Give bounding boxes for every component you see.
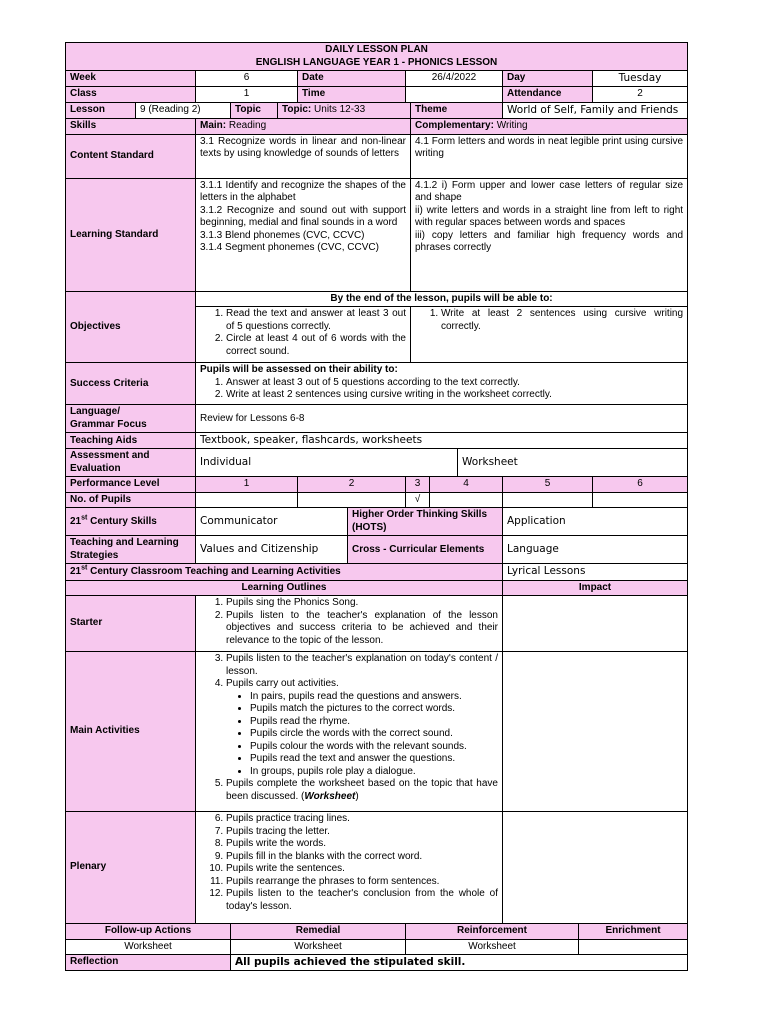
followup-label: Follow-up Actions <box>66 924 231 940</box>
content-standard-label: Content Standard <box>66 134 196 178</box>
starter-item: 2. Pupils listen to the teacher's explanation of the lesson objectives and success criteria to be achieved and their relevance to the topic of the lesson. <box>226 610 498 648</box>
activities-value: Lyrical Lessons <box>503 564 688 580</box>
main-activities-impact <box>503 652 688 812</box>
impact-header: Impact <box>503 580 688 596</box>
enrichment-label: Enrichment <box>579 924 688 940</box>
week-value: 6 <box>196 71 298 87</box>
objective-item: 1. Write at least 2 sentences using cursive writing correctly. <box>441 308 683 333</box>
success-criteria-label: Success Criteria <box>66 363 196 405</box>
pupils-level-5 <box>503 492 593 508</box>
century-skills-value: Communicator <box>196 508 348 536</box>
skills-main-label: Main: <box>200 120 227 132</box>
skills-comp-label: Complementary: <box>415 120 494 132</box>
hots-label: Higher Order Thinking Skills (HOTS) <box>348 508 503 536</box>
learning-standard-main <box>196 178 411 291</box>
learning-standard-comp <box>411 178 688 291</box>
plenary-content <box>196 812 503 924</box>
starter-label: Starter <box>66 596 196 652</box>
remedial-label: Remedial <box>231 924 406 940</box>
assessment-value-1: Individual <box>196 449 458 477</box>
document-title <box>66 43 688 71</box>
followup-value: Worksheet <box>66 939 231 955</box>
main-activity-bullet: • Pupils circle the words with the correct sound. <box>250 728 498 741</box>
reinforcement-value: Worksheet <box>406 939 579 955</box>
reflection-label: Reflection <box>66 955 231 971</box>
performance-level-3: 3 <box>406 477 430 493</box>
topic-inner-label: Topic: <box>282 104 312 116</box>
strategies-value: Values and Citizenship <box>196 536 348 564</box>
performance-level-6: 6 <box>593 477 688 493</box>
plenary-item: 7. Pupils tracing the letter. <box>226 826 498 839</box>
main-activities-content <box>196 652 503 812</box>
main-activity-bullet: • In pairs, pupils read the questions and answers. <box>250 691 498 704</box>
learning-standard-item: 3.1.1 Identify and recognize the shapes of the letters in the alphabet <box>200 179 406 204</box>
cross-curricular-value: Language <box>503 536 688 564</box>
topic-label: Topic <box>231 103 278 119</box>
objectives-comp <box>411 307 688 363</box>
title-line-2: ENGLISH LANGUAGE YEAR 1 - PHONICS LESSON <box>255 56 498 68</box>
language-focus-value: Review for Lessons 6-8 <box>196 405 688 433</box>
plenary-item: 8. Pupils write the words. <box>226 838 498 851</box>
title-line-1: DAILY LESSON PLAN <box>325 44 428 55</box>
language-label-line-1: Language/ <box>70 406 121 418</box>
remedial-value: Worksheet <box>231 939 406 955</box>
assessment-label: Assessment and Evaluation <box>66 449 196 477</box>
time-value <box>406 87 503 103</box>
learning-standard-item: 3.1.4 Segment phonemes (CVC, CCVC) <box>200 242 379 254</box>
main-activity-item: 4. Pupils carry out activities. <box>226 678 498 691</box>
theme-value: World of Self, Family and Friends <box>503 103 688 119</box>
content-standard-comp: 4.1 Form letters and words in neat legible print using cursive writing <box>411 134 688 178</box>
day-label: Day <box>503 71 593 87</box>
attendance-label: Attendance <box>503 87 593 103</box>
skills-label: Skills <box>66 119 196 135</box>
topic-value: Units 12-33 <box>314 104 366 116</box>
lesson-plan-table <box>65 42 688 971</box>
plenary-item: 6. Pupils practice tracing lines. <box>226 813 498 826</box>
main-activity-bullet: • Pupils read the text and answer the questions. <box>250 753 498 766</box>
performance-level-2: 2 <box>298 477 406 493</box>
objectives-header: By the end of the lesson, pupils will be able to: <box>196 291 688 307</box>
topic-value-cell <box>278 103 411 119</box>
plenary-item: 9. Pupils fill in the blanks with the correct word. <box>226 851 498 864</box>
enrichment-value <box>579 939 688 955</box>
plenary-label: Plenary <box>66 812 196 924</box>
date-label: Date <box>298 71 406 87</box>
objective-item: 2. Circle at least 4 out of 6 words with the correct sound. <box>226 333 406 358</box>
time-label: Time <box>298 87 406 103</box>
learning-standard-item: 3.1.2 Recognize and sound out with support beginning, medial and final sounds in a word <box>200 204 406 229</box>
plenary-impact <box>503 812 688 924</box>
main-activity-bullet: • Pupils read the rhyme. <box>250 716 498 729</box>
reinforcement-label: Reinforcement <box>406 924 579 940</box>
strategies-label: Teaching and Learning Strategies <box>66 536 196 564</box>
performance-level-4: 4 <box>430 477 503 493</box>
week-label: Week <box>66 71 196 87</box>
plenary-item: 11. Pupils rearrange the phrases to form sentences. <box>226 876 498 889</box>
pupils-level-2 <box>298 492 406 508</box>
pupils-label: No. of Pupils <box>66 492 196 508</box>
learning-standard-item: 4.1.2 i) Form upper and lower case letters of regular size and shape <box>415 179 684 204</box>
skills-main-value: Reading <box>228 120 267 132</box>
theme-label: Theme <box>411 103 503 119</box>
pupils-level-4 <box>430 492 503 508</box>
teaching-aids-value: Textbook, speaker, flashcards, worksheets <box>196 433 688 449</box>
reflection-value: All pupils achieved the stipulated skill. <box>231 955 688 971</box>
teaching-aids-label: Teaching Aids <box>66 433 196 449</box>
skills-complementary <box>411 119 688 135</box>
performance-level-1: 1 <box>196 477 298 493</box>
performance-level-5: 5 <box>503 477 593 493</box>
starter-content <box>196 596 503 652</box>
starter-impact <box>503 596 688 652</box>
success-criteria-item: 1. Answer at least 3 out of 5 questions according to the text correctly. <box>226 377 683 390</box>
main-activity-bullet: • In groups, pupils role play a dialogue. <box>250 766 498 779</box>
success-criteria-item: 2. Write at least 2 sentences using cursive writing in the worksheet correctly. <box>226 389 683 402</box>
main-activity-bullet: • Pupils match the pictures to the correct words. <box>250 703 498 716</box>
performance-level-label: Performance Level <box>66 477 196 493</box>
main-activity-item: 3. Pupils listen to the teacher's explanation on today's content / lesson. <box>226 653 498 678</box>
skills-main <box>196 119 411 135</box>
hots-value: Application <box>503 508 688 536</box>
century-skills-label: 21st Century Skills <box>66 508 196 536</box>
content-standard-main: 3.1 Recognize words in linear and non-linear texts by using knowledge of sounds of letters <box>196 134 411 178</box>
objectives-label: Objectives <box>66 291 196 363</box>
pupils-level-3: √ <box>406 492 430 508</box>
main-activities-label: Main Activities <box>66 652 196 812</box>
main-item-5-emphasis: Worksheet <box>304 790 356 802</box>
main-item-5-text: Pupils complete the worksheet based on the topic that have been discussed. ( <box>226 778 498 802</box>
main-activity-item <box>226 778 498 803</box>
starter-item: 1. Pupils sing the Phonics Song. <box>226 597 498 610</box>
learning-outlines-header: Learning Outlines <box>66 580 503 596</box>
learning-standard-item: 3.1.3 Blend phonemes (CVC, CCVC) <box>200 229 365 241</box>
pupils-level-1 <box>196 492 298 508</box>
learning-standard-item: ii) write letters and words in a straight line from left to right with regular spaces between words and spaces <box>415 204 684 229</box>
date-value: 26/4/2022 <box>406 71 503 87</box>
main-activity-bullet: • Pupils colour the words with the relevant sounds. <box>250 741 498 754</box>
class-value: 1 <box>196 87 298 103</box>
learning-standard-item: iii) copy letters and familiar high frequency words and phrases correctly <box>415 229 684 254</box>
cross-curricular-label: Cross - Curricular Elements <box>348 536 503 564</box>
attendance-value: 2 <box>593 87 688 103</box>
lesson-value: 9 (Reading 2) <box>136 103 231 119</box>
lesson-label: Lesson <box>66 103 136 119</box>
assessment-value-2: Worksheet <box>458 449 688 477</box>
language-focus-label <box>66 405 196 433</box>
plenary-item: 12. Pupils listen to the teacher's conclusion from the whole of today's lesson. <box>226 888 498 913</box>
skills-comp-value: Writing <box>496 120 528 132</box>
pupils-level-6 <box>593 492 688 508</box>
learning-standard-label: Learning Standard <box>66 178 196 291</box>
objectives-main <box>196 307 411 363</box>
day-value: Tuesday <box>593 71 688 87</box>
class-label: Class <box>66 87 196 103</box>
plenary-item: 10. Pupils write the sentences. <box>226 863 498 876</box>
activities-label: 21st Century Classroom Teaching and Learning Activities <box>66 564 503 580</box>
objective-item: 1. Read the text and answer at least 3 out of 5 questions correctly. <box>226 308 406 333</box>
success-criteria-header: Pupils will be assessed on their ability to: <box>200 364 398 376</box>
language-label-line-2: Grammar Focus <box>70 418 147 430</box>
main-item-5-end: ) <box>355 790 359 802</box>
success-criteria-content <box>196 363 688 405</box>
